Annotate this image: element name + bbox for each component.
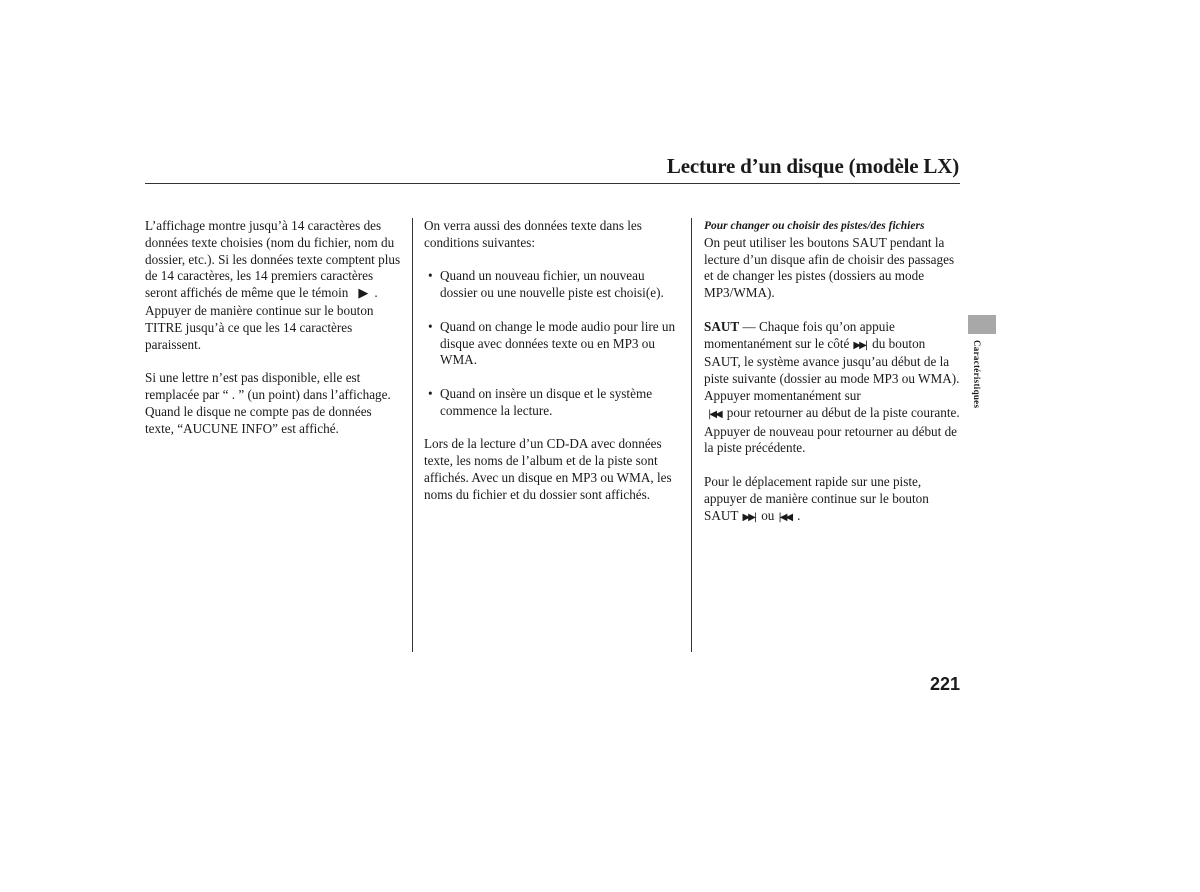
bullet-icon: • (428, 268, 433, 284)
paragraph-text: du bouton SAUT, le système avance jusqu’au début de la piste suivante (dossier au mode MP3 ou WMA). Appuyer momentanément sur (704, 335, 960, 403)
paragraph-display-limit (145, 218, 403, 353)
play-indicator-icon: ▶ (358, 286, 369, 302)
list-item (424, 268, 682, 302)
paragraph-text: Pour le déplacement rapide sur une piste, appuyer de manière continue sur le bouton SAUT (704, 473, 929, 523)
skip-next-icon: ▶▶| (742, 511, 756, 523)
paragraph-text: pour retourner au début de la piste courante. Appuyer de nouveau pour retourner au début de la piste précédente. (704, 404, 960, 456)
list-item-text: Quand on change le mode audio pour lire un disque avec données texte ou en MP3 ou WMA. (440, 318, 676, 368)
bullet-icon: • (428, 385, 433, 401)
dash: — (742, 318, 756, 334)
paragraph-cdda: Lors de la lecture d’un CD-DA avec données texte, les noms de l’album et de la piste sont affichés. Avec un disque en MP3 ou WMA, les noms du fichier et du dossier sont affichés. (424, 436, 672, 502)
list-item (424, 319, 682, 369)
paragraph-skip-detail (704, 319, 962, 457)
section-side-label: Caractéristiques (972, 340, 982, 409)
page-title: Lecture d’un disque (modèle LX) (666, 154, 959, 178)
paragraph-text: ou (761, 507, 775, 523)
list-item-text: Quand on insère un disque et le système commence la lecture. (440, 385, 653, 418)
bullet-icon: • (428, 318, 433, 334)
paragraph-fast-forward (704, 474, 962, 526)
paragraph-text: L’affichage montre jusqu’à 14 caractères des données texte choisies (nom du fichier, nom du dossier, etc.). Si les données texte comptent plus de 14 caractères, les 14 premiers caractères seront affichés de même que le témoin (145, 218, 401, 301)
column-1 (145, 218, 403, 454)
skip-label: SAUT (704, 318, 740, 334)
section-tab-marker (968, 315, 996, 334)
title-divider (145, 183, 960, 184)
column-3 (704, 218, 962, 543)
list-item-text: Quand un nouveau fichier, un nouveau dossier ou une nouvelle piste est choisi(e). (440, 268, 664, 301)
paragraph-skip-intro: On peut utiliser les boutons SAUT pendant la lecture d’un disque afin de choisir des passages et de changer les pistes (dossiers au mode MP3/WMA). (704, 234, 955, 301)
skip-previous-icon: |◀◀ (778, 511, 792, 523)
column-2 (424, 218, 682, 520)
skip-previous-icon: |◀◀ (708, 408, 721, 420)
paragraph-text: . Appuyer de manière continue sur le bouton TITRE jusqu’à ce que les 14 caractères paraissent. (145, 285, 378, 352)
section-subheading: Pour changer ou choisir des pistes/des fichiers (704, 220, 925, 232)
page-number: 221 (930, 674, 961, 694)
paragraph-missing-letter: Si une lettre n’est pas disponible, elle est remplacée par “ . ” (un point) dans l’affichage. Quand le disque ne compte pas de données texte, “AUCUNE INFO” est affiché. (145, 370, 391, 436)
column-divider (691, 218, 692, 652)
paragraph-intro: On verra aussi des données texte dans les conditions suivantes: (424, 218, 642, 250)
paragraph-text: Chaque fois qu’on appuie momentanément sur le côté (704, 318, 895, 351)
column-divider (412, 218, 413, 652)
skip-next-icon: ▶▶| (853, 339, 867, 351)
paragraph-text: . (797, 507, 801, 523)
list-item (424, 386, 682, 420)
